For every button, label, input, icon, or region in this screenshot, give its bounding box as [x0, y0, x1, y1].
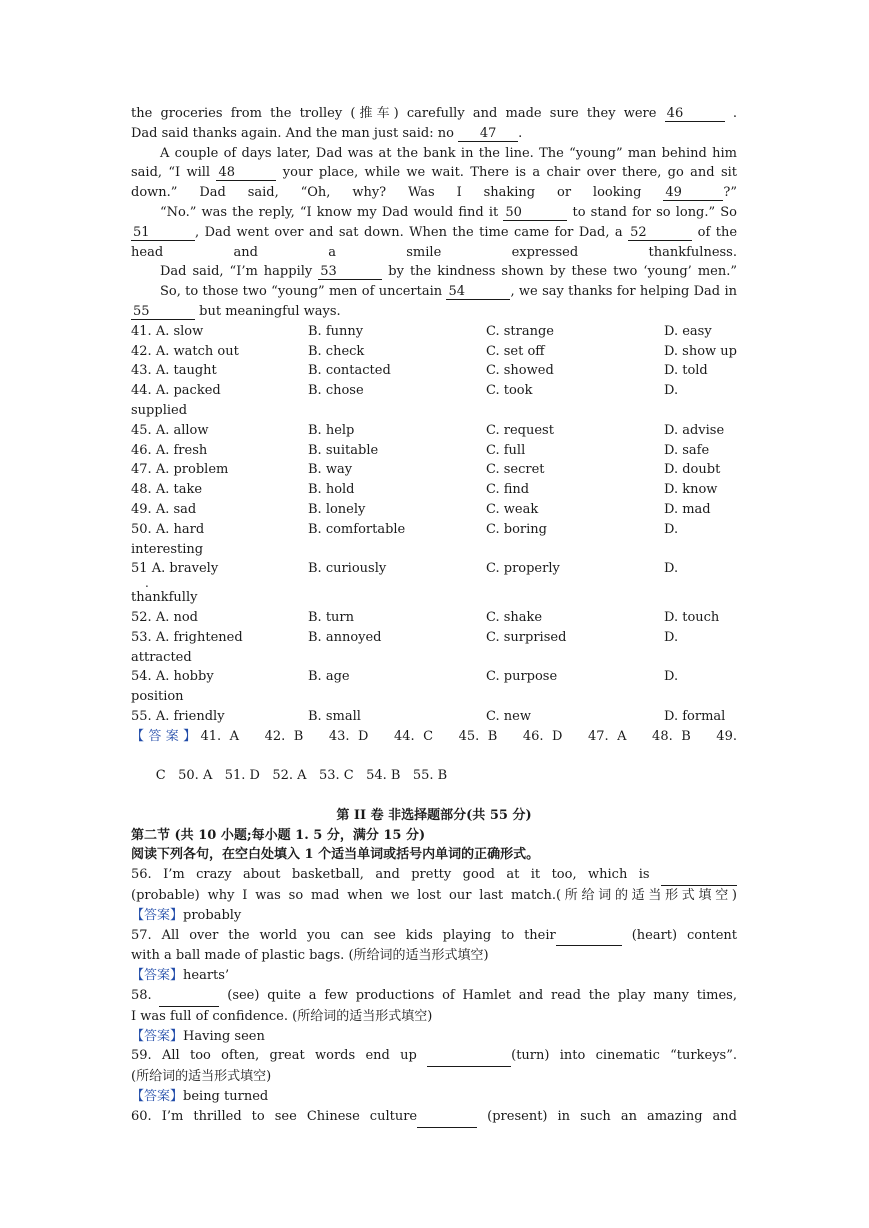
- option-row: [131, 480, 737, 500]
- option-cell: B. comfortable: [308, 521, 406, 537]
- answer-blank: [661, 865, 737, 886]
- option-cell: C. purpose: [486, 669, 558, 685]
- option-cell: 48. A. take: [131, 482, 203, 498]
- question-answer: 【答案】Having seen: [131, 1028, 265, 1044]
- option-cell: B. check: [307, 343, 365, 359]
- answer-blank: [159, 986, 219, 1007]
- option-cell: 50. A. hard: [131, 521, 205, 537]
- option-cell: 42. A. watch out: [131, 343, 239, 359]
- option-cell: C. new: [486, 708, 531, 724]
- option-cell: D. know: [664, 482, 718, 498]
- option-cell: D. touch: [664, 609, 720, 625]
- option-cell: 45. A. allow: [131, 422, 209, 438]
- option-wrap-text: attracted: [131, 649, 192, 665]
- question-57: 57. All over the world you can see kids playing to their (heart) content: [131, 926, 737, 947]
- option-cell: 52. A. nod: [131, 609, 199, 625]
- blank-47: 47: [458, 127, 518, 142]
- option-cell: D. told: [664, 363, 708, 379]
- question-line: with a ball made of plastic bags. (所给词的适当形式填空): [131, 948, 489, 964]
- option-cell: 43. A. taught: [131, 363, 217, 379]
- blank-49: 49: [663, 186, 723, 201]
- option-cell: B. curiously: [308, 561, 387, 577]
- option-cell: C. showed: [486, 363, 554, 379]
- option-cell: B. way: [308, 462, 353, 478]
- option-cell: 53. A. frightened: [131, 629, 243, 645]
- option-cell: 54. A. hobby: [131, 669, 214, 685]
- option-row: [131, 520, 737, 540]
- option-cell: B. lonely: [308, 501, 366, 517]
- option-cell: B. chose: [308, 383, 364, 399]
- question-line: (probable) why I was so mad when we lost our last match.(所给词的适当形式填空): [131, 888, 737, 904]
- option-wrap-text: thankfully: [131, 590, 198, 606]
- question-answer: 【答案】being turned: [131, 1089, 269, 1105]
- passage-paragraph: Dad said, “I’m happily 53 by the kindness shown by these two ‘young’ men.”: [160, 264, 737, 280]
- section-title: 第 II 卷 非选择题部分(共 55 分): [336, 807, 532, 823]
- options-list: [131, 322, 737, 727]
- option-cell: D. formal: [664, 708, 726, 724]
- blank-54: 54: [446, 285, 510, 300]
- question-56: 56. I’m crazy about basketball, and pretty good at it too, which is: [131, 865, 737, 886]
- option-row: [131, 361, 737, 381]
- question-line: I was full of confidence. (所给词的适当形式填空): [131, 1008, 433, 1024]
- option-cell: B. small: [308, 708, 361, 724]
- option-cell: B. age: [308, 669, 350, 685]
- passage-paragraph: A couple of days later, Dad was at the bank in the line. The “young” man behind him said, “I will 48 your place, while we wait. There is a chair over there, go and sit down.” Dad said, “Oh, why? Was I shaking or looking 49 ?”: [131, 145, 738, 201]
- option-cell: C. boring: [486, 521, 547, 537]
- exam-content: [131, 104, 737, 1128]
- option-cell: D.: [664, 629, 679, 645]
- option-row: [131, 441, 737, 461]
- option-cell: D. safe: [664, 442, 710, 458]
- option-cell: 41. A. slow: [131, 323, 204, 339]
- option-cell: B. turn: [308, 609, 355, 625]
- question-line: (所给词的适当形式填空): [131, 1069, 272, 1085]
- option-row: [131, 707, 737, 727]
- blank-53: 53: [318, 265, 382, 280]
- option-cell: D. show up: [663, 343, 738, 359]
- section-instructions: 阅读下列各句，在空白处填入 1 个适当单词或括号内单词的正确形式。: [131, 847, 540, 863]
- option-row: [131, 421, 737, 441]
- answer-tag: 【答案】: [131, 728, 201, 744]
- option-cell: B. hold: [308, 482, 355, 498]
- option-row: [131, 608, 737, 628]
- option-cell: C. strange: [486, 323, 554, 339]
- option-row: [131, 342, 737, 362]
- answer-line: 【答案】41. A 42. B 43. D 44. C 45. B 46. D 47. A 48. B 49.: [131, 728, 737, 744]
- option-wrap-text: supplied: [131, 402, 188, 418]
- option-cell: D.: [664, 669, 679, 685]
- answer-blank: [556, 926, 622, 947]
- option-cell: 55. A. friendly: [131, 708, 225, 724]
- option-cell: D. doubt: [664, 462, 721, 478]
- question-58: 58. (see) quite a few productions of Hamlet and read the play many times,: [131, 986, 737, 1007]
- option-cell: B. suitable: [308, 442, 379, 458]
- blank-51: 51: [131, 226, 195, 241]
- option-row: [131, 322, 737, 342]
- option-cell: 51 A. bravely: [131, 561, 219, 577]
- option-cell: C. took: [486, 383, 533, 399]
- option-cell: 47. A. problem: [131, 462, 229, 478]
- option-cell: C. full: [486, 442, 526, 458]
- option-row: [131, 628, 737, 648]
- option-row: [131, 381, 737, 401]
- option-cell: C. weak: [486, 501, 539, 517]
- passage-line: the groceries from the trolley (推车) carefully and made sure they were 46 .: [131, 106, 738, 121]
- passage-paragraph: “No.” was the reply, “I know my Dad would find it 50 to stand for so long.” So 51 , Dad went over and sat down. When the time came for Dad, a 52 of the head and a smile expressed thankfulness.: [131, 204, 738, 260]
- option-row: [131, 460, 737, 480]
- option-cell: C. shake: [486, 609, 543, 625]
- section-subtitle: 第二节 (共 10 小题;每小题 1. 5 分，满分 15 分): [131, 827, 426, 843]
- blank-55: 55: [131, 305, 195, 320]
- option-cell: B. help: [308, 422, 355, 438]
- question-60: 60. I’m thrilled to see Chinese culture (present) in such an amazing and: [131, 1107, 737, 1128]
- blank-52: 52: [628, 226, 692, 241]
- option-wrap-text: interesting: [131, 541, 204, 557]
- option-cell: D.: [664, 383, 679, 399]
- option-cell: D. advise: [664, 422, 725, 438]
- option-cell: 49. A. sad: [131, 501, 197, 517]
- option-cell: C. request: [486, 422, 554, 438]
- stray-dot: .: [145, 576, 149, 591]
- option-cell: D. mad: [664, 501, 711, 517]
- option-cell: D.: [664, 521, 679, 537]
- option-cell: C. surprised: [486, 629, 567, 645]
- option-cell: 46. A. fresh: [131, 442, 208, 458]
- option-cell: C. secret: [486, 462, 545, 478]
- option-cell: C. set off: [485, 343, 545, 359]
- question-59: 59. All too often, great words end up (turn) into cinematic “turkeys”.: [131, 1046, 737, 1067]
- option-cell: D. easy: [664, 323, 712, 339]
- passage-line: Dad said thanks again. And the man just said: no 47 .: [131, 125, 523, 141]
- option-cell: B. annoyed: [308, 629, 382, 645]
- option-cell: 44. A. packed: [131, 383, 221, 399]
- option-row: [131, 559, 737, 579]
- option-cell: B. contacted: [308, 363, 391, 379]
- question-answer: 【答案】probably: [131, 907, 242, 923]
- option-row: [131, 500, 737, 520]
- option-cell: D.: [664, 561, 679, 577]
- passage-paragraph: So, to those two “young” men of uncertain 54 , we say thanks for helping Dad in 55 but meaningful ways.: [133, 284, 737, 319]
- option-wrap-text: position: [131, 689, 184, 705]
- blank-48: 48: [216, 166, 276, 181]
- option-cell: C. find: [486, 482, 530, 498]
- blank-50: 50: [503, 206, 567, 221]
- question-answer: 【答案】hearts’: [131, 968, 230, 984]
- answer-blank: [417, 1107, 477, 1128]
- answer-line: C 50. A 51. D 52. A 53. C 54. B 55. B: [155, 768, 448, 784]
- answer-blank: [427, 1046, 511, 1067]
- option-cell: C. properly: [486, 561, 560, 577]
- option-row: [131, 667, 737, 687]
- option-cell: B. funny: [308, 323, 364, 339]
- blank-46: 46: [665, 107, 725, 122]
